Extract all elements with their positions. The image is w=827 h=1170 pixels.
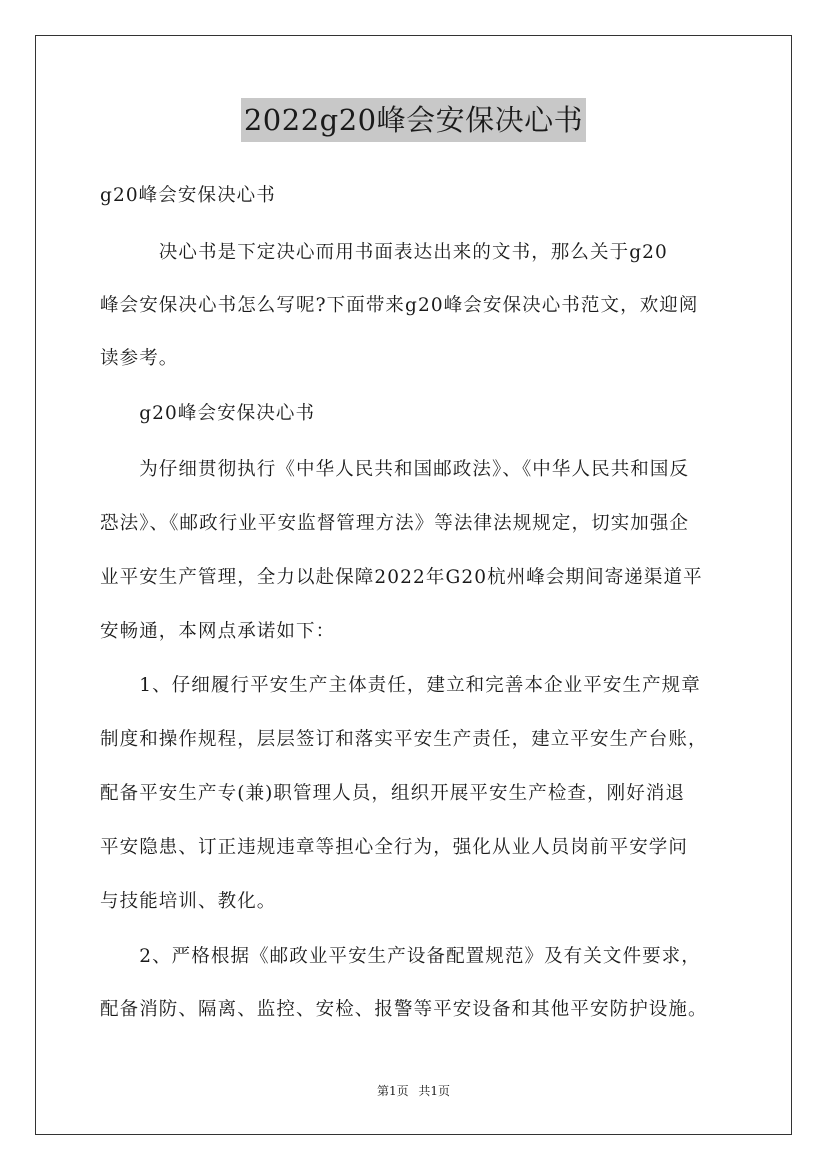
body-line: g20峰会安保决心书 bbox=[100, 403, 316, 424]
body-line: 配备消防、隔离、监控、安检、报警等平安设备和其他平安防护设施。 bbox=[100, 999, 708, 1020]
page-total: 共1页 bbox=[418, 1084, 451, 1098]
body-line: 安畅通，本网点承诺如下： bbox=[100, 621, 336, 642]
body-line: g20峰会安保决心书 bbox=[100, 185, 276, 206]
page-footer bbox=[0, 1082, 827, 1099]
body-line: 制度和操作规程，层层签订和落实平安生产责任，建立平安生产台账， bbox=[100, 729, 708, 750]
body-line: 决心书是下定决心而用书面表达出来的文书，那么关于g20 bbox=[100, 242, 668, 263]
body-line: 峰会安保决心书怎么写呢?下面带来g20峰会安保决心书范文，欢迎阅 bbox=[100, 295, 699, 316]
document-title: 2022g20峰会安保决心书 bbox=[241, 98, 586, 142]
title-container bbox=[0, 98, 827, 142]
body-line: 为仔细贯彻执行《中华人民共和国邮政法》、《中华人民共和国反 bbox=[100, 459, 690, 480]
body-line: 业平安生产管理，全力以赴保障2022年G20杭州峰会期间寄递渠道平 bbox=[100, 567, 703, 588]
body-line: 配备平安生产专(兼)职管理人员，组织开展平安生产检查，刚好消退 bbox=[100, 783, 686, 804]
body-line: 平安隐患、订正违规违章等担心全行为，强化从业人员岗前平安学问 bbox=[100, 837, 689, 858]
body-line: 与技能培训、教化。 bbox=[100, 891, 277, 912]
body-line: 读参考。 bbox=[100, 348, 179, 369]
body-line: 恐法》、《邮政行业平安监督管理方法》等法律法规规定，切实加强企 bbox=[100, 513, 690, 534]
body-line: 2、严格根据《邮政业平安生产设备配置规范》及有关文件要求， bbox=[100, 946, 701, 967]
body-line: 1、仔细履行平安生产主体责任，建立和完善本企业平安生产规章 bbox=[100, 675, 701, 696]
page-number: 第1页 bbox=[376, 1084, 409, 1098]
